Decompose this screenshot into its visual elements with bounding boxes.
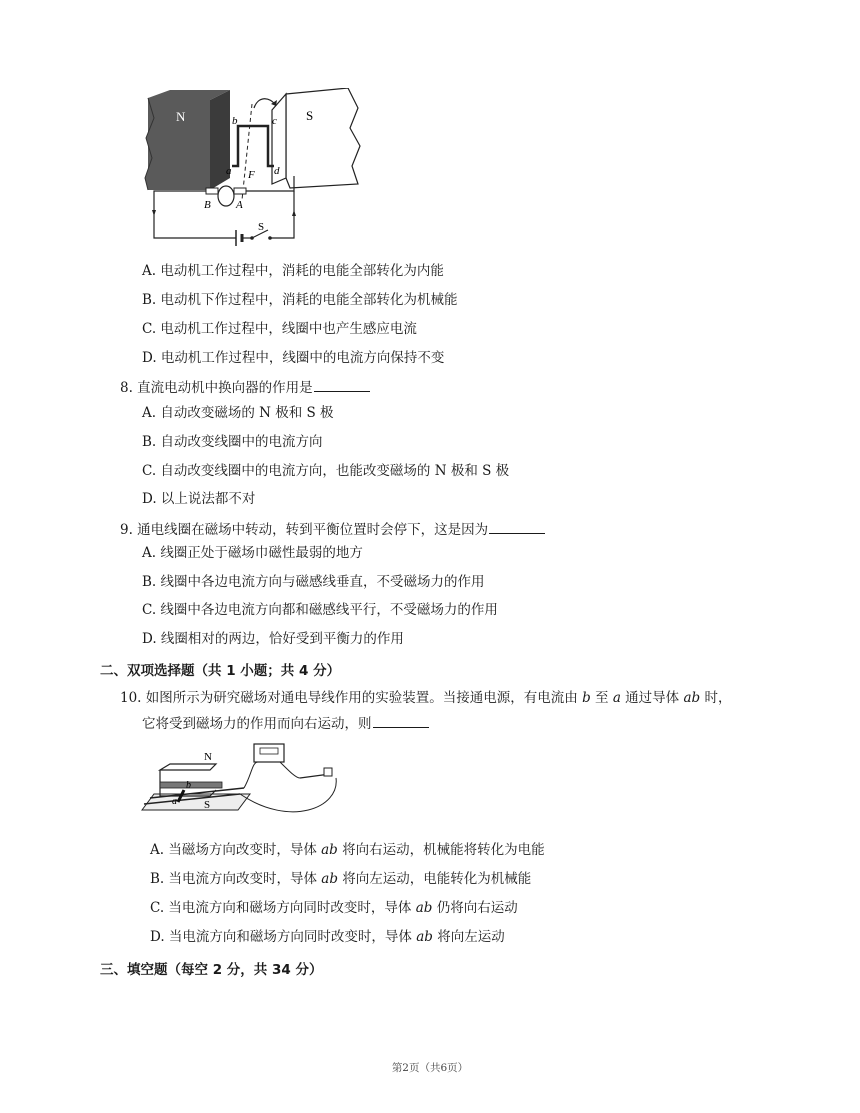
q10-stem-line2 xyxy=(142,714,429,733)
section-2-heading: 二、双项选择题（共 1 小题；共 4 分） xyxy=(100,663,341,679)
q10-stem-line1 xyxy=(120,689,731,707)
c-label: c xyxy=(272,115,277,127)
q8-option-b: B. 自动改变线圈中的电流方向 xyxy=(142,434,323,450)
q9-answer-blank[interactable] xyxy=(489,520,545,534)
q7-option-b: B. 电动机下作过程中，消耗的电能全部转化为机械能 xyxy=(142,292,458,308)
u-magnet xyxy=(160,764,216,770)
q10-option-c-text: C. 当电流方向和磁场方向同时改变时，导体 xyxy=(150,900,416,916)
q8-answer-blank[interactable] xyxy=(314,378,370,392)
q9-stem xyxy=(120,520,545,539)
brush-b-label: B xyxy=(204,199,211,211)
q10-stem-part: 通过导体 xyxy=(620,690,684,706)
rail-b-label: b xyxy=(186,780,191,791)
q10-ab: ab xyxy=(683,690,701,706)
q9-stem-text: 9. 通电线圈在磁场中转动，转到平衡位置时会停下，这是因为 xyxy=(120,522,489,538)
q10-stem-part: 至 xyxy=(590,690,613,706)
s-magnet xyxy=(286,88,360,188)
s-label: S xyxy=(306,108,314,123)
q10-b: b xyxy=(582,690,591,706)
q9-option-c: C. 线圈中各边电流方向都和磁感线平行，不受磁场力的作用 xyxy=(142,602,498,618)
switch-label: S xyxy=(258,221,265,233)
q10-option-a-ab: ab xyxy=(321,842,338,858)
q10-option-b-ab: ab xyxy=(321,871,338,887)
q10-stem-line2-text: 它将受到磁场力的作用而向右运动，则 xyxy=(142,716,372,732)
q8-stem xyxy=(120,378,370,397)
wire xyxy=(244,762,258,788)
q10-option-d-ab: ab xyxy=(416,929,433,945)
rail-s-label: S xyxy=(204,799,211,811)
commutator xyxy=(218,186,234,206)
motor-figure xyxy=(140,88,364,248)
q10-a: a xyxy=(612,690,621,706)
q8-option-a: A. 自动改变磁场的 N 极和 S 极 xyxy=(142,405,334,421)
q10-option-b-text: 将向左运动，电能转化为机械能 xyxy=(338,871,532,887)
d-label: d xyxy=(274,165,280,177)
q10-answer-blank[interactable] xyxy=(373,714,429,728)
q8-stem-text: 8. 直流电动机中换向器的作用是 xyxy=(120,380,313,396)
rail-n-label: N xyxy=(204,751,212,763)
q10-stem-part: 10. 如图所示为研究磁场对通电导线作用的实验装置。当接通电源，有电流由 xyxy=(120,690,583,706)
q10-option-b-text: B. 当电流方向改变时，导体 xyxy=(150,871,322,887)
q10-option-c xyxy=(150,899,518,917)
q8-option-c: C. 自动改变线圈中的电流方向，也能改变磁场的 N 极和 S 极 xyxy=(142,463,510,479)
q7-option-c: C. 电动机工作过程中，线圈中也产生感应电流 xyxy=(142,321,417,337)
q10-option-a-text: A. 当磁场方向改变时，导体 xyxy=(150,842,322,858)
section-3-heading: 三、填空题（每空 2 分，共 34 分） xyxy=(100,962,323,978)
q10-option-d xyxy=(150,928,505,946)
a-label: a xyxy=(226,165,232,177)
q7-option-a: A. 电动机工作过程中，消耗的电能全部转化为内能 xyxy=(142,263,444,279)
coil xyxy=(232,126,274,166)
q10-option-b xyxy=(150,870,531,888)
rail-figure xyxy=(140,738,354,822)
brush-a-label: A xyxy=(236,199,243,211)
f-label: F xyxy=(248,169,255,181)
page-footer: 第2页（共6页） xyxy=(391,1062,469,1074)
b-label: b xyxy=(232,115,238,127)
q9-option-b: B. 线圈中各边电流方向与磁感线垂直，不受磁场力的作用 xyxy=(142,574,485,590)
q9-option-d: D. 线圈相对的两边，恰好受到平衡力的作用 xyxy=(142,631,404,647)
q10-option-c-ab: ab xyxy=(415,900,433,916)
q10-option-a xyxy=(150,841,545,859)
q10-option-d-text: 将向左运动 xyxy=(432,929,505,945)
q9-option-a: A. 线圈正处于磁场巾磁性最弱的地方 xyxy=(142,545,363,561)
q10-option-a-text: 将向右运动，机械能将转化为电能 xyxy=(337,842,545,858)
q10-option-c-text: 仍将向右运动 xyxy=(432,900,518,916)
q10-stem-part: 时， xyxy=(700,690,732,706)
q10-option-d-text: D. 当电流方向和磁场方向同时改变时，导体 xyxy=(150,929,417,945)
n-label: N xyxy=(176,109,186,124)
q8-option-d: D. 以上说法都不对 xyxy=(142,491,256,507)
q7-option-d: D. 电动机工作过程中，线圈中的电流方向保持不变 xyxy=(142,350,445,366)
rail-a-label: a xyxy=(172,796,177,807)
